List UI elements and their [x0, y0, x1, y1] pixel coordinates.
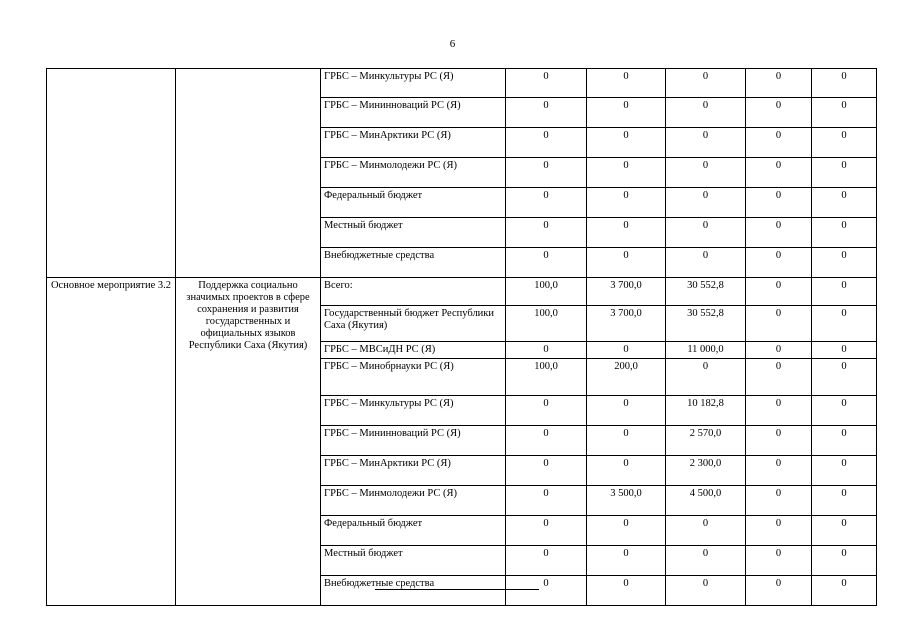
source-cell: Внебюджетные средства: [321, 248, 506, 278]
value-cell: 0: [746, 546, 812, 576]
value-cell: 0: [746, 69, 812, 98]
value-cell: 0: [812, 278, 877, 306]
value-cell: 0: [506, 486, 587, 516]
budget-table: [46, 68, 877, 606]
value-cell: 0: [746, 342, 812, 359]
value-cell: 0: [746, 248, 812, 278]
value-cell: 0: [506, 426, 587, 456]
value-cell: 0: [746, 278, 812, 306]
value-cell: 0: [666, 69, 746, 98]
value-cell: 0: [812, 426, 877, 456]
value-cell: 2 570,0: [666, 426, 746, 456]
source-cell: ГРБС – Минкультуры РС (Я): [321, 69, 506, 98]
value-cell: 10 182,8: [666, 396, 746, 426]
value-cell: 0: [587, 426, 666, 456]
value-cell: 0: [506, 576, 587, 606]
value-cell: 0: [587, 188, 666, 218]
source-cell: Внебюджетные средства: [321, 576, 506, 606]
closing-rule: [375, 589, 539, 590]
value-cell: 0: [746, 426, 812, 456]
value-cell: 0: [746, 456, 812, 486]
value-cell: 0: [812, 342, 877, 359]
value-cell: 0: [666, 516, 746, 546]
value-cell: 0: [587, 69, 666, 98]
value-cell: 0: [812, 546, 877, 576]
value-cell: 0: [587, 248, 666, 278]
value-cell: 0: [746, 158, 812, 188]
value-cell: 0: [666, 546, 746, 576]
value-cell: 100,0: [506, 278, 587, 306]
value-cell: 0: [506, 158, 587, 188]
value-cell: 0: [812, 188, 877, 218]
value-cell: 0: [746, 516, 812, 546]
value-cell: 0: [506, 396, 587, 426]
value-cell: 0: [746, 306, 812, 342]
source-cell: Федеральный бюджет: [321, 188, 506, 218]
value-cell: 0: [506, 248, 587, 278]
value-cell: 4 500,0: [666, 486, 746, 516]
value-cell: 0: [666, 576, 746, 606]
value-cell: 0: [506, 516, 587, 546]
value-cell: 0: [746, 218, 812, 248]
value-cell: 0: [746, 486, 812, 516]
value-cell: 0: [506, 218, 587, 248]
value-cell: 0: [587, 396, 666, 426]
value-cell: 0: [812, 158, 877, 188]
value-cell: 0: [666, 158, 746, 188]
value-cell: 0: [666, 248, 746, 278]
value-cell: 0: [506, 69, 587, 98]
source-cell: ГРБС – Минмолодежи РС (Я): [321, 486, 506, 516]
source-cell: ГРБС – Мининноваций РС (Я): [321, 426, 506, 456]
value-cell: 3 500,0: [587, 486, 666, 516]
value-cell: 0: [812, 516, 877, 546]
value-cell: 0: [812, 306, 877, 342]
page-number: 6: [449, 38, 456, 50]
value-cell: 0: [587, 128, 666, 158]
event-cell-empty: [47, 69, 176, 278]
value-cell: 0: [587, 342, 666, 359]
value-cell: 100,0: [506, 359, 587, 396]
value-cell: 0: [812, 486, 877, 516]
event-cell: Основное мероприятие 3.2: [47, 278, 176, 606]
table-body: [47, 69, 877, 606]
value-cell: 0: [666, 128, 746, 158]
value-cell: 200,0: [587, 359, 666, 396]
value-cell: 0: [746, 359, 812, 396]
source-cell: ГРБС – Минмолодежи РС (Я): [321, 158, 506, 188]
value-cell: 0: [666, 98, 746, 128]
source-cell: Местный бюджет: [321, 218, 506, 248]
name-cell-empty: [176, 69, 321, 278]
value-cell: 0: [746, 98, 812, 128]
value-cell: 0: [812, 248, 877, 278]
source-cell: Местный бюджет: [321, 546, 506, 576]
value-cell: 0: [746, 128, 812, 158]
source-cell: ГРБС – МинАрктики РС (Я): [321, 456, 506, 486]
value-cell: 0: [746, 188, 812, 218]
value-cell: 30 552,8: [666, 278, 746, 306]
value-cell: 0: [666, 218, 746, 248]
value-cell: 0: [587, 516, 666, 546]
value-cell: 0: [812, 98, 877, 128]
value-cell: 3 700,0: [587, 278, 666, 306]
value-cell: 0: [587, 456, 666, 486]
value-cell: 0: [506, 546, 587, 576]
value-cell: 30 552,8: [666, 306, 746, 342]
source-cell: Государственный бюджет Республики Саха (Якутия): [321, 306, 506, 342]
value-cell: 2 300,0: [666, 456, 746, 486]
value-cell: 0: [812, 396, 877, 426]
value-cell: 0: [587, 218, 666, 248]
table-row: [47, 69, 877, 98]
value-cell: 0: [812, 128, 877, 158]
source-cell: Федеральный бюджет: [321, 516, 506, 546]
source-cell: ГРБС – МинАрктики РС (Я): [321, 128, 506, 158]
source-cell: Всего:: [321, 278, 506, 306]
value-cell: 3 700,0: [587, 306, 666, 342]
value-cell: 0: [666, 188, 746, 218]
value-cell: 0: [812, 456, 877, 486]
value-cell: 0: [506, 456, 587, 486]
value-cell: 0: [506, 342, 587, 359]
value-cell: 0: [812, 576, 877, 606]
value-cell: 0: [587, 546, 666, 576]
value-cell: 0: [506, 188, 587, 218]
value-cell: 0: [506, 98, 587, 128]
value-cell: 0: [587, 576, 666, 606]
value-cell: 0: [812, 359, 877, 396]
source-cell: ГРБС – Минобрнауки РС (Я): [321, 359, 506, 396]
value-cell: 0: [587, 98, 666, 128]
value-cell: 11 000,0: [666, 342, 746, 359]
value-cell: 0: [746, 396, 812, 426]
value-cell: 0: [746, 576, 812, 606]
value-cell: 100,0: [506, 306, 587, 342]
value-cell: 0: [666, 359, 746, 396]
value-cell: 0: [506, 128, 587, 158]
table-row: [47, 278, 877, 306]
source-cell: ГРБС – Мининноваций РС (Я): [321, 98, 506, 128]
value-cell: 0: [812, 218, 877, 248]
value-cell: 0: [587, 158, 666, 188]
value-cell: 0: [812, 69, 877, 98]
source-cell: ГРБС – Минкультуры РС (Я): [321, 396, 506, 426]
event-name-cell: Поддержка социально значимых проектов в сфере сохранения и развития государственных и официальных языков Республики Саха (Якутия): [176, 278, 321, 606]
source-cell: ГРБС – МВСиДН РС (Я): [321, 342, 506, 359]
